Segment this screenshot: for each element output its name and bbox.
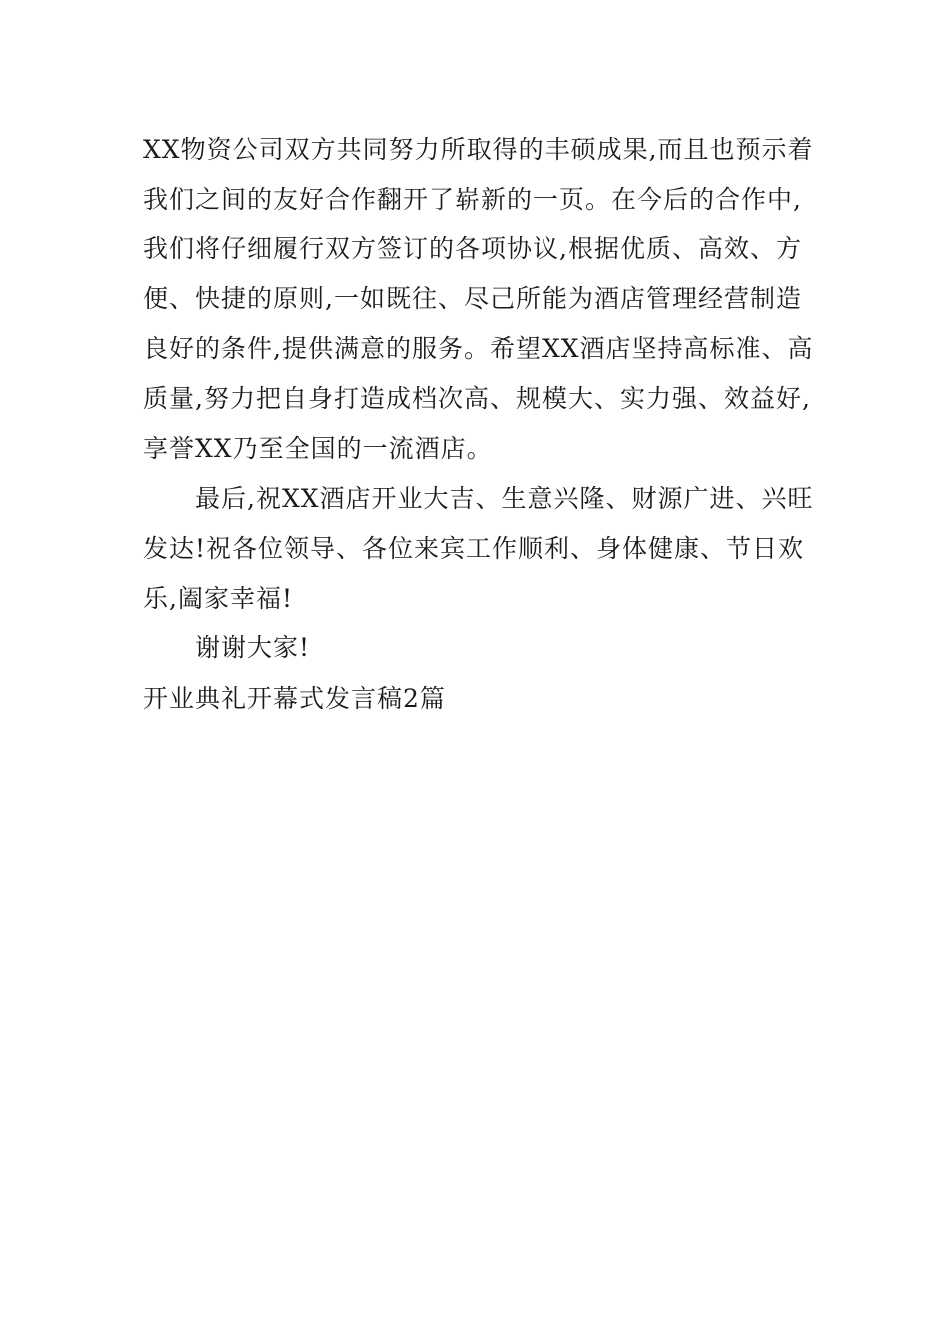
body-line: 质量,努力把自身打造成档次高、规模大、实力强、效益好, — [143, 384, 811, 413]
closing-line: 谢谢大家! — [195, 633, 311, 662]
body-line: 我们之间的友好合作翻开了崭新的一页。在今后的合作中, — [143, 185, 802, 214]
body-line: 便、快捷的原则,一如既往、尽己所能为酒店管理经营制造 — [143, 284, 802, 313]
body-line: 良好的条件,提供满意的服务。希望XX酒店坚持高标准、高 — [143, 334, 814, 363]
next-article-title: 开业典礼开幕式发言稿2篇 — [143, 684, 446, 713]
body-line: 我们将仔细履行双方签订的各项协议,根据优质、高效、方 — [143, 234, 802, 263]
body-line: 最后,祝XX酒店开业大吉、生意兴隆、财源广进、兴旺 — [195, 484, 814, 513]
body-line: 发达!祝各位领导、各位来宾工作顺利、身体健康、节日欢 — [143, 534, 805, 563]
body-line: XX物资公司双方共同努力所取得的丰硕成果,而且也预示着 — [143, 135, 814, 164]
body-line: 享誉XX乃至全国的一流酒店。 — [143, 434, 493, 463]
body-line: 乐,阖家幸福! — [143, 584, 293, 613]
